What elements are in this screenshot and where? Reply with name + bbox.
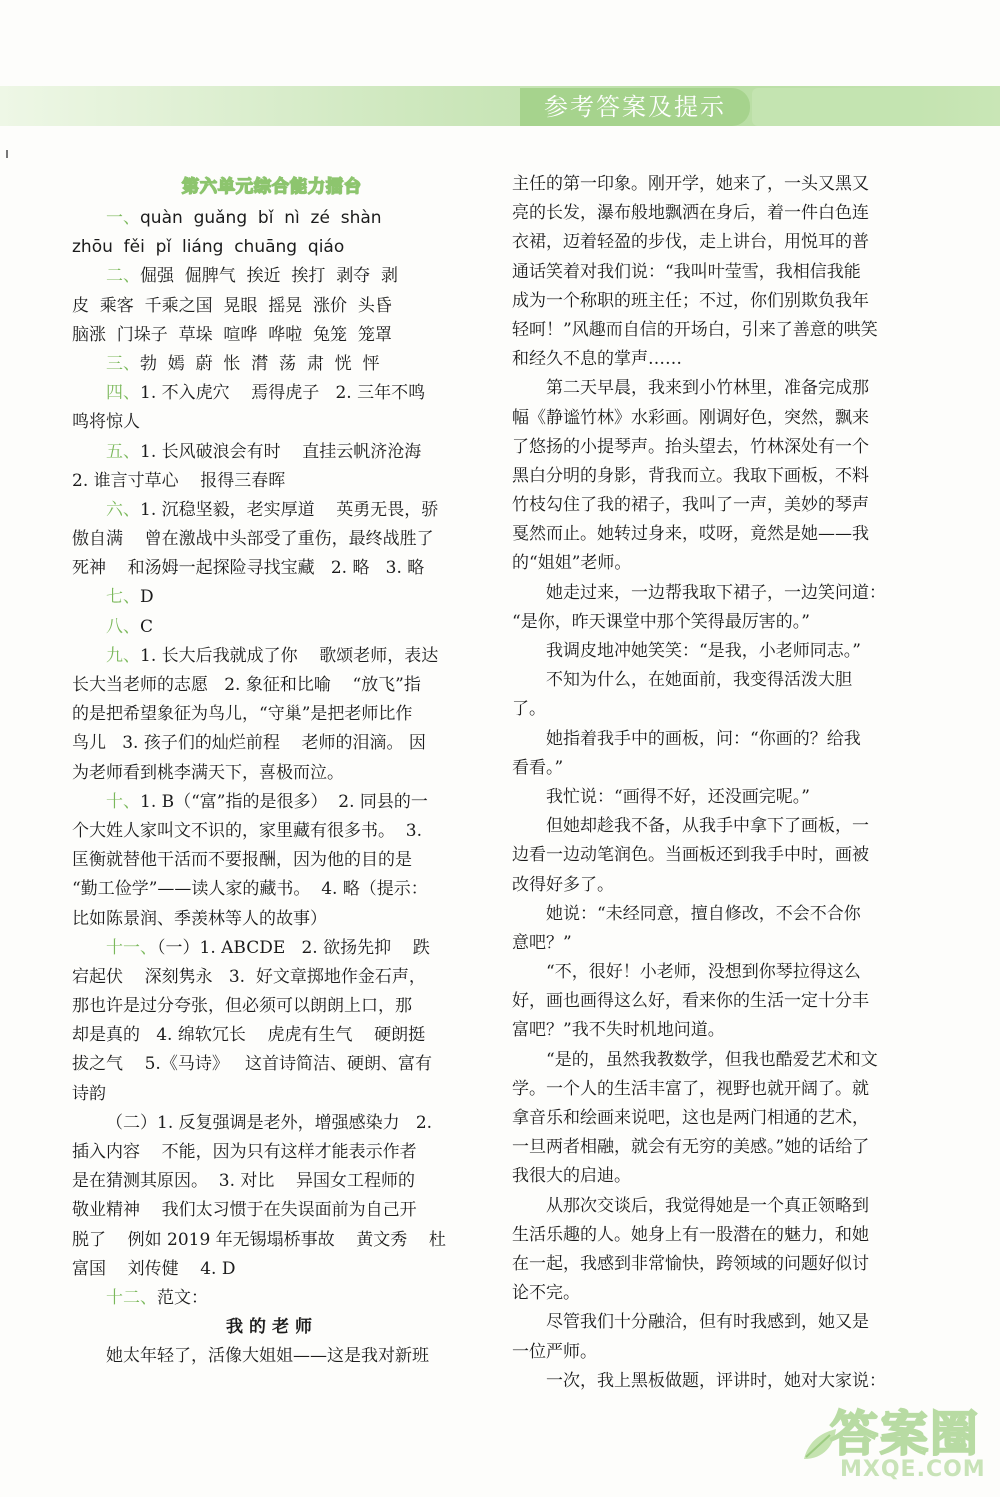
line-text: “是的，虽然我教数学，但我也酷爱艺术和文	[546, 1049, 878, 1070]
right-line	[512, 199, 904, 228]
line-text: 1. 沉稳坚毅，老实厚道 英勇无畏，骄	[140, 499, 439, 520]
right-line	[512, 987, 904, 1016]
line-text: 富国 刘传健 4. D	[72, 1258, 236, 1279]
right-line	[512, 812, 904, 841]
left-line	[72, 992, 472, 1021]
right-line	[512, 1104, 904, 1133]
line-text: 是在猜测其原因。 3. 对比 异国女工程师的	[72, 1171, 416, 1192]
line-text: 好，画也画得这么好，看来你的生活一定十分丰	[512, 991, 869, 1012]
line-text: 那也许是过分夸张，但必须可以朗朗上口，那	[72, 996, 412, 1017]
line-text: 但她却趁我不备，从我手中拿下了画板，一	[546, 816, 869, 837]
line-text: 勃 嫣 蔚 怅 潸 荡 肃 恍 怦	[140, 353, 380, 374]
right-line	[512, 1192, 904, 1221]
line-text: 论不完。	[512, 1283, 580, 1304]
line-text: “是你，昨天课堂中那个笑得最厉害的。”	[512, 611, 810, 632]
line-text: 鸣将惊人	[72, 412, 140, 433]
line-text: 第二天早晨，我来到小竹林里，准备完成那	[546, 378, 869, 399]
line-text: 一次，我上黑板做题，评讲时，她对大家说：	[546, 1370, 886, 1391]
line-text: “不，很好！小老师，没想到你琴拉得这么	[546, 962, 861, 983]
line-text: 的“姐姐”老师。	[512, 553, 632, 574]
line-text: 竹枝勾住了我的裙子，我叫了一声，美妙的琴声	[512, 495, 869, 516]
line-text: 拿音乐和绘画来说吧，这也是两门相通的艺术，	[512, 1108, 869, 1128]
right-line	[512, 1046, 904, 1075]
right-line	[512, 725, 904, 754]
left-line	[72, 1080, 472, 1109]
left-lines	[72, 204, 472, 1372]
line-text: 我的老师	[226, 1317, 318, 1338]
line-text: 在一起，我感到非常愉快，跨领域的问题好似讨	[512, 1253, 869, 1274]
watermark	[800, 1395, 990, 1490]
line-text: 一位严师。	[512, 1341, 597, 1362]
line-text: 1. 长大后我就成了你 歌颂老师，表达	[140, 645, 439, 666]
pinyin-text: quàn guǎng bǐ nì zé shàn	[140, 208, 382, 228]
line-text: 皮 乘客 千乘之国 晃眼 摇晃 涨价 头昏	[72, 295, 392, 316]
line-text: 宕起伏 深刻隽永 3. 好文章掷地作金石声，	[72, 966, 426, 987]
right-line	[512, 404, 904, 433]
question-number: 一、	[106, 208, 140, 228]
left-line	[72, 408, 472, 437]
line-text: 1. B（“富”指的是很多） 2. 同县的一	[140, 791, 428, 812]
right-line	[512, 170, 904, 199]
left-line	[72, 1196, 472, 1225]
left-line	[72, 554, 472, 583]
right-line	[512, 316, 904, 345]
line-text: 和经久不息的掌声……	[512, 349, 682, 370]
line-text: 主任的第一印象。刚开学，她来了，一头又黑又	[512, 174, 869, 194]
left-line	[72, 613, 472, 642]
right-line	[512, 579, 904, 608]
left-line	[72, 1021, 472, 1050]
left-line	[72, 379, 472, 408]
line-text: 她太年轻了，活像大姐姐——这是我对新班	[106, 1346, 429, 1367]
line-text: 拔之气 5.《马诗》 这首诗简洁、硬朗、富有	[72, 1054, 433, 1075]
question-number: 二、	[106, 266, 140, 287]
left-line	[72, 671, 472, 700]
watermark-main: 答案圈	[830, 1406, 981, 1462]
line-text: 我忙说：“画得不好，还没画完呢。”	[546, 786, 810, 807]
watermark-sub: MXQE.COM	[840, 1457, 986, 1482]
line-text: 了。	[512, 699, 546, 720]
line-text: 却是真的 4. 绵软冗长 虎虎有生气 硬朗挺	[72, 1025, 426, 1046]
line-text: D	[140, 587, 154, 608]
line-text: 她指着我手中的画板，问：“你画的？给我	[546, 728, 861, 749]
line-text: 我很大的启迪。	[512, 1166, 631, 1187]
line-text: 长大当老师的志愿 2. 象征和比喻 “放飞”指	[72, 675, 421, 695]
line-text: 边看一边动笔润色。当画板还到我手中时，画被	[512, 845, 869, 866]
left-column	[72, 170, 472, 1372]
line-text: 不知为什么，在她面前，我变得活泼大胆	[546, 670, 852, 691]
line-text: 戛然而止。她转过身来，哎呀，竟然是她——我	[512, 524, 869, 545]
left-line	[72, 292, 472, 321]
line-text: 傲自满 曾在激战中头部受了重伤，最终战胜了	[72, 529, 434, 550]
left-line	[72, 1255, 472, 1284]
line-text: 成为一个称职的班主任；不过，你们别欺负我年	[512, 290, 869, 311]
line-text: 比如陈景润、季羡林等人的故事）	[72, 908, 327, 929]
right-line	[512, 520, 904, 549]
line-text: 敬业精神 我们太习惯于在失误面前为自己开	[72, 1200, 417, 1221]
left-line	[72, 875, 472, 904]
line-text: 1. 长风破浪会有时 直挂云帆济沧海	[140, 441, 422, 462]
left-line	[72, 700, 472, 729]
line-text: 从那次交谈后，我觉得她是一个真正领略到	[546, 1195, 869, 1216]
line-text: 尽管我们十分融洽，但有时我感到，她又是	[546, 1312, 869, 1333]
right-lines	[512, 170, 904, 1396]
left-line	[72, 525, 472, 554]
line-text: 诗韵	[72, 1083, 106, 1104]
right-line	[512, 433, 904, 462]
right-line	[512, 871, 904, 900]
line-text: 改得好多了。	[512, 874, 614, 895]
pinyin-text: zhōu fěi pǐ liáng chuāng qiáo	[72, 237, 345, 258]
question-number: 十一、	[106, 937, 157, 958]
line-text: 她说：“未经同意，擅自修改，不会不合你	[546, 903, 861, 924]
right-line	[512, 1308, 904, 1337]
right-line	[512, 1016, 904, 1045]
right-line	[512, 695, 904, 724]
line-text: 的是把希望象征为鸟儿，“守巢”是把老师比作	[72, 704, 413, 725]
question-number: 三、	[106, 353, 140, 374]
question-number: 八、	[106, 616, 140, 637]
question-number: 十、	[106, 791, 140, 812]
left-line	[72, 905, 472, 934]
question-number: 六、	[106, 499, 140, 520]
left-line	[72, 1313, 472, 1342]
line-text: 倔强 倔脾气 挨近 挨打 剥夺 剥	[140, 266, 399, 287]
question-number: 十二、	[106, 1287, 157, 1308]
left-line	[72, 934, 472, 963]
left-line	[72, 1138, 472, 1167]
right-line	[512, 1133, 904, 1162]
right-line	[512, 549, 904, 578]
left-line	[72, 1342, 472, 1371]
right-line	[512, 1221, 904, 1250]
left-line	[72, 963, 472, 992]
line-text: 脑涨 门垛子 草垛 喧哗 哗啦 兔笼 笼罩	[72, 324, 392, 345]
right-line	[512, 345, 904, 374]
margin-mark	[6, 150, 8, 158]
left-line	[72, 583, 472, 612]
right-line	[512, 637, 904, 666]
header-tab	[752, 88, 922, 126]
left-line	[72, 1226, 472, 1255]
line-text: 1. 不入虎穴 焉得虎子 2. 三年不鸣	[140, 383, 426, 404]
left-line	[72, 1167, 472, 1196]
line-text: 了悠扬的小提琴声。抬头望去，竹林深处有一个	[512, 436, 869, 457]
left-line	[72, 1109, 472, 1138]
line-text: 我调皮地冲她笑笑：“是我，小老师同志。”	[546, 641, 861, 661]
line-text: 她走过来，一边帮我取下裙子，一边笑问道：	[546, 582, 886, 603]
question-number: 五、	[106, 441, 140, 462]
right-line	[512, 1250, 904, 1279]
line-text: 亮的长发，瀑布般地飘洒在身后，着一件白色连	[512, 203, 869, 224]
left-line	[72, 321, 472, 350]
right-line	[512, 1338, 904, 1367]
header-title: 参考答案及提示	[520, 88, 750, 126]
left-line	[72, 846, 472, 875]
line-text: 脱了 例如 2019 年无锡塌桥事故 黄文秀 杜	[72, 1229, 446, 1250]
left-line	[72, 438, 472, 467]
right-line	[512, 1075, 904, 1104]
right-line	[512, 900, 904, 929]
question-number: 七、	[106, 587, 140, 608]
line-text: 衣裙，迈着轻盈的步伐，走上讲台，用悦耳的普	[512, 232, 869, 253]
left-line	[72, 204, 472, 233]
line-text: 轻呵！”风趣而自信的开场白，引来了善意的哄笑	[512, 319, 878, 340]
line-text: 幅《静谧竹林》水彩画。刚调好色，突然，飘来	[512, 407, 869, 428]
left-line	[72, 642, 472, 671]
line-text: 鸟儿 3. 孩子们的灿烂前程 老师的泪滴。 因	[72, 733, 426, 754]
left-line	[72, 788, 472, 817]
left-line	[72, 496, 472, 525]
right-column	[512, 170, 904, 1396]
line-text: 通话笑着对我们说：“我叫叶莹雪，我相信我能	[512, 261, 861, 282]
line-text: 为老师看到桃李满天下，喜极而泣。	[72, 762, 344, 783]
right-line	[512, 374, 904, 403]
left-line	[72, 759, 472, 788]
section-title: 第六单元综合能力擂台	[182, 177, 362, 197]
right-line	[512, 258, 904, 287]
line-text: 黑白分明的身影，背我而立。我取下画板，不料	[512, 465, 869, 486]
left-line	[72, 1284, 472, 1313]
line-text: “勤工俭学”——读人家的藏书。 4. 略（提示：	[72, 879, 428, 900]
right-line	[512, 608, 904, 637]
left-line	[72, 467, 472, 496]
right-line	[512, 1162, 904, 1191]
left-line	[72, 233, 472, 262]
right-line	[512, 491, 904, 520]
right-line	[512, 929, 904, 958]
line-text: 生活乐趣的人。她身上有一股潜在的魅力，和她	[512, 1224, 869, 1245]
line-text: 学。一个人的生活丰富了，视野也就开阔了。就	[512, 1078, 869, 1099]
right-line	[512, 1279, 904, 1308]
right-line	[512, 783, 904, 812]
right-line	[512, 754, 904, 783]
left-line	[72, 729, 472, 758]
line-text: 富吧？”我不失时机地问道。	[512, 1020, 725, 1041]
question-number: 九、	[106, 645, 140, 666]
line-text: 匡衡就替他干活而不要报酬，因为他的目的是	[72, 850, 412, 871]
left-line	[72, 262, 472, 291]
right-line	[512, 666, 904, 695]
right-line	[512, 287, 904, 316]
line-text: 插入内容 不能，因为只有这样才能表示作者	[72, 1142, 417, 1162]
left-line	[72, 817, 472, 846]
line-text: 看看。”	[512, 757, 564, 778]
line-text: 意吧？”	[512, 932, 572, 953]
line-text: 死神 和汤姆一起探险寻找宝藏 2. 略 3. 略	[72, 558, 425, 579]
right-line	[512, 841, 904, 870]
right-line	[512, 1367, 904, 1396]
line-text: （一）1. ABCDE 2. 欲扬先抑 跌	[157, 937, 430, 958]
right-line	[512, 958, 904, 987]
left-line	[72, 1050, 472, 1079]
line-text: C	[140, 616, 154, 637]
line-text: 个大姓人家叫文不识的，家里藏有很多书。 3.	[72, 820, 423, 841]
right-line	[512, 462, 904, 491]
line-text: 2. 谁言寸草心 报得三春晖	[72, 470, 286, 491]
line-text: 范文：	[157, 1287, 208, 1308]
left-line	[72, 350, 472, 379]
right-line	[512, 228, 904, 257]
line-text: 一旦两者相融，就会有无穷的美感。”她的话给了	[512, 1137, 870, 1158]
line-text: （二）1. 反复强调是老外，增强感染力 2.	[106, 1112, 433, 1133]
question-number: 四、	[106, 383, 140, 404]
